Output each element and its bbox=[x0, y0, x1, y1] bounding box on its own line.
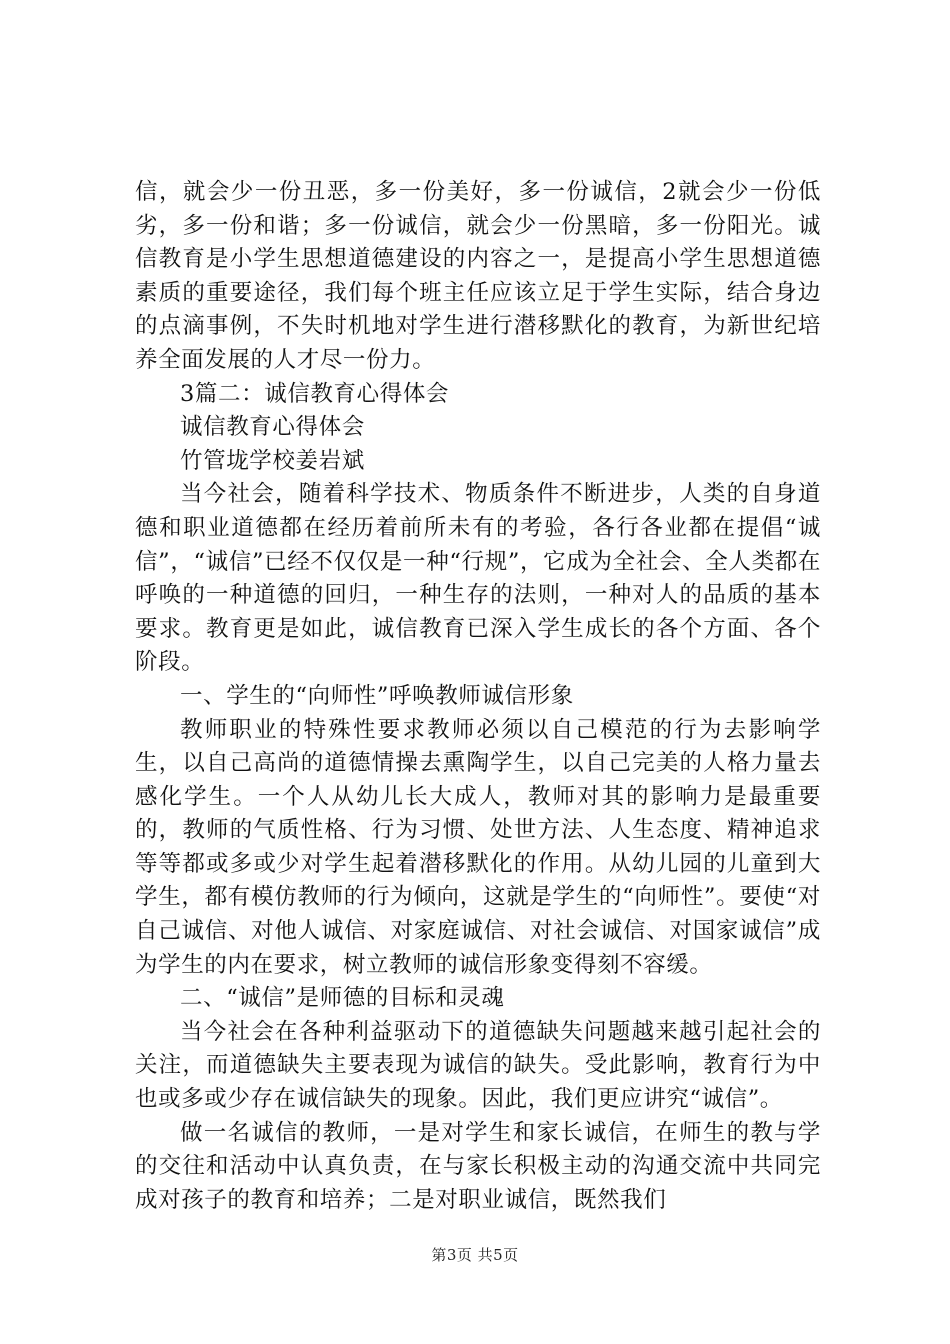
paragraph-section-two: 当今社会在各种利益驱动下的道德缺失问题越来越引起社会的关注，而道德缺失主要表现为诚信的缺失。受此影响，教育行为中也或多或少存在诚信缺失的现象。因此，我们更应讲究“诚信”。 bbox=[135, 1018, 821, 1113]
article-title: 诚信教育心得体会 bbox=[180, 414, 365, 441]
paragraph-section-one: 教师职业的特殊性要求教师必须以自己模范的行为去影响学生，以自己高尚的道德情操去熏陶学生，以自己完美的人格力量去感化学生。一个人从幼儿长大成人，教师对其的影响力是最重要的，教师的气质性格、行为习惯、处世方法、人生态度、精神追求等等都或多或少对学生起着潜移默化的作用。从幼儿园的儿童到大学生，都有模仿教师的行为倾向，这就是学生的“向师性”。要使“对自己诚信、对他人诚信、对家庭诚信、对社会诚信、对国家诚信”成为学生的内在要求，树立教师的诚信形象变得刻不容缓。 bbox=[135, 716, 821, 978]
section-heading-two: 二、“诚信”是师德的目标和灵魂 bbox=[180, 985, 505, 1012]
document-body bbox=[135, 176, 821, 1217]
section-heading-one: 一、学生的“向师性”呼唤教师诚信形象 bbox=[180, 682, 574, 709]
section-heading-part-two: 3篇二：诚信教育心得体会 bbox=[180, 380, 450, 407]
article-author: 竹管垅学校姜岩斌 bbox=[180, 447, 365, 474]
paragraph-honest-teacher: 做一名诚信的教师，一是对学生和家长诚信，在师生的教与学的交往和活动中认真负责，在与家长积极主动的沟通交流中共同完成对孩子的教育和培养；二是对职业诚信，既然我们 bbox=[135, 1119, 821, 1213]
paragraph-1: 信，就会少一份丑恶，多一份美好，多一份诚信，2就会少一份低劣，多一份和谐；多一份诚信，就会少一份黑暗，多一份阳光。诚信教育是小学生思想道德建设的内容之一，是提高小学生思想道德素质的重要途径，我们每个班主任应该立足于学生实际，结合身边的点滴事例，不失时机地对学生进行潜移默化的教育，为新世纪培养全面发展的人才尽一份力。 bbox=[135, 179, 821, 373]
page-number-footer: 第3页 共5页 bbox=[431, 1246, 519, 1264]
paragraph-intro: 当今社会，随着科学技术、物质条件不断进步，人类的自身道德和职业道德都在经历着前所未有的考验，各行各业都在提倡“诚信”，“诚信”已经不仅仅是一种“行规”，它成为全社会、全人类都在呼唤的一种道德的回归，一种生存的法则，一种对人的品质的基本要求。教育更是如此，诚信教育已深入学生成长的各个方面、各个阶段。 bbox=[135, 481, 821, 676]
